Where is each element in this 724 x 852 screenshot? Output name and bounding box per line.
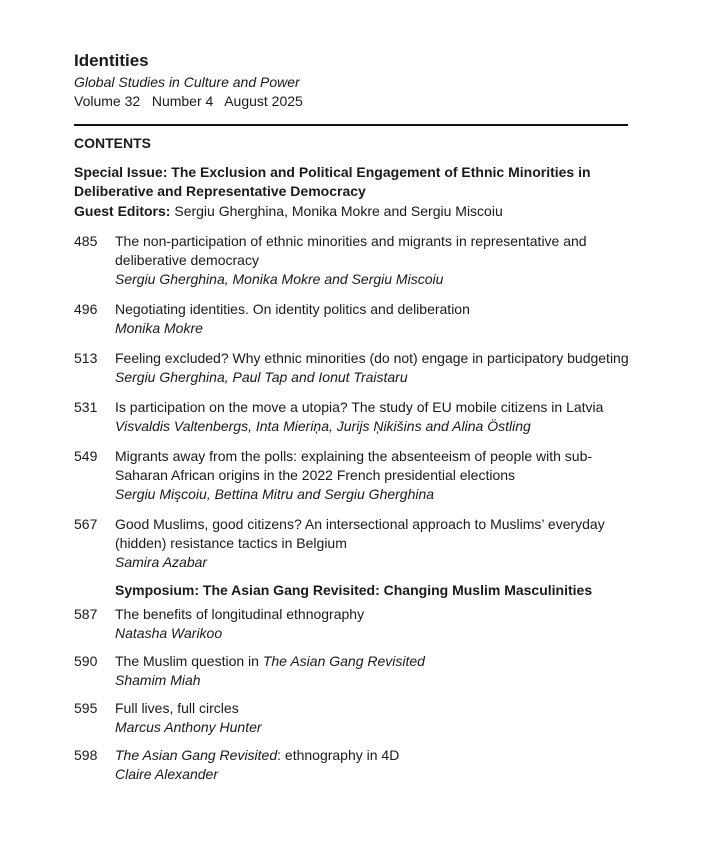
article-authors: Visvaldis Valtenbergs, Inta Mieriņa, Jurijs Ņikišins and Alina Östling	[115, 418, 531, 434]
page-number: 485	[74, 233, 98, 249]
guest-editors-names: Sergiu Gherghina, Monika Mokre and Sergiu Miscoiu	[174, 203, 503, 219]
toc-entry[interactable]	[74, 232, 630, 289]
guest-editors	[74, 202, 630, 221]
article-title: Feeling excluded? Why ethnic minorities (do not) engage in participatory budgeting	[115, 350, 629, 366]
article-title: The benefits of longitudinal ethnography	[115, 606, 365, 622]
article-title-italic: The Asian Gang Revisited	[115, 747, 278, 763]
article-title: The non-participation of ethnic minorities and migrants in representative and deliberative democracy	[115, 233, 587, 268]
article-title	[115, 652, 630, 671]
toc-entry[interactable]	[74, 699, 630, 737]
toc-entry[interactable]	[74, 652, 630, 690]
page-number: 513	[74, 350, 98, 366]
journal-title: Identities	[74, 51, 149, 70]
symposium-title: Symposium: The Asian Gang Revisited: Changing Muslim Masculinities	[115, 582, 593, 598]
toc-entry[interactable]	[74, 398, 630, 436]
article-title: Migrants away from the polls: explaining the absenteeism of people with sub-Saharan African origins in the 2022 French presidential elections	[115, 448, 593, 483]
article-title: Full lives, full circles	[115, 700, 239, 716]
page-number: 598	[74, 747, 98, 763]
article-authors: Shamim Miah	[115, 672, 201, 688]
toc-entry[interactable]	[74, 300, 630, 338]
article-title-italic: The Asian Gang Revisited	[262, 653, 425, 669]
divider-rule	[74, 124, 628, 126]
page-number: 549	[74, 448, 98, 464]
page-number: 587	[74, 606, 98, 622]
article-title-plain: : ethnography in 4D	[277, 747, 400, 763]
article-authors: Samira Azabar	[115, 554, 208, 570]
article-authors: Claire Alexander	[115, 766, 218, 782]
article-title: Is participation on the move a utopia? The study of EU mobile citizens in Latvia	[115, 399, 604, 415]
article-title-plain: The Muslim question in	[115, 653, 263, 669]
toc-entry[interactable]	[74, 746, 630, 784]
guest-editors-label: Guest Editors:	[74, 203, 171, 219]
contents-heading: CONTENTS	[74, 135, 151, 151]
page-number: 590	[74, 653, 98, 669]
article-authors: Sergiu Gherghina, Monika Mokre and Sergiu Miscoiu	[115, 271, 444, 287]
page-number: 567	[74, 516, 98, 532]
page-number: 496	[74, 301, 98, 317]
volume-line: Volume 32 Number 4 August 2025	[74, 93, 303, 109]
article-authors: Marcus Anthony Hunter	[115, 719, 262, 735]
article-title: Good Muslims, good citizens? An intersectional approach to Muslims’ everyday (hidden) resistance tactics in Belgium	[115, 516, 605, 551]
special-issue-title: Special Issue: The Exclusion and Political Engagement of Ethnic Minorities in Deliberative and Representative Democracy	[74, 164, 591, 199]
article-authors: Sergiu Mişcoiu, Bettina Mitru and Sergiu Gherghina	[115, 486, 435, 502]
article-authors: Sergiu Gherghina, Paul Tap and Ionut Traistaru	[115, 369, 408, 385]
toc-entry[interactable]	[74, 349, 630, 387]
toc-entry[interactable]	[74, 447, 630, 504]
article-authors: Natasha Warikoo	[115, 625, 223, 641]
journal-subtitle: Global Studies in Culture and Power	[74, 74, 300, 90]
article-title	[115, 746, 630, 765]
page-number: 595	[74, 700, 98, 716]
article-title: Negotiating identities. On identity politics and deliberation	[115, 301, 470, 317]
contents-page	[74, 50, 630, 784]
page-number: 531	[74, 399, 98, 415]
article-authors: Monika Mokre	[115, 320, 203, 336]
toc-entry[interactable]	[74, 605, 630, 643]
toc-entry[interactable]	[74, 515, 630, 572]
